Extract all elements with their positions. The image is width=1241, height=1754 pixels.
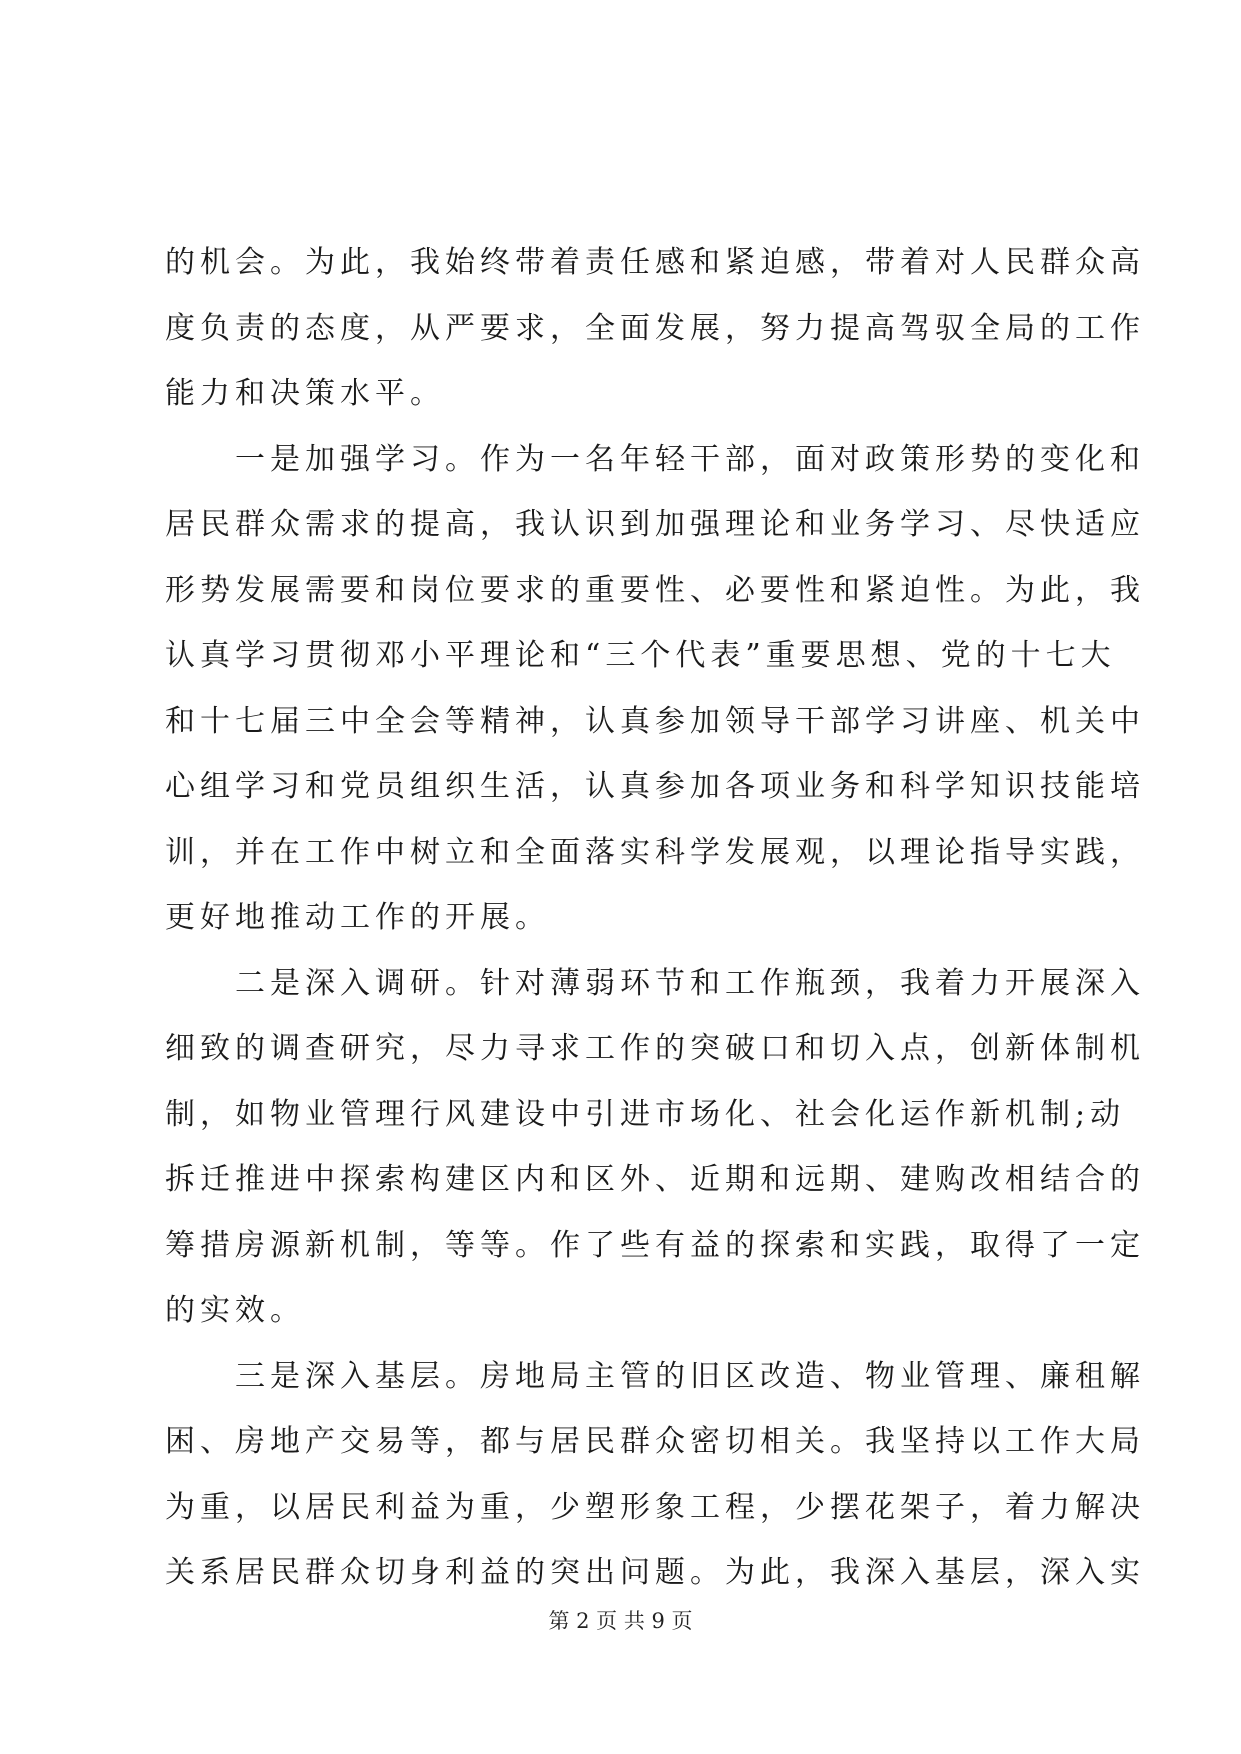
text-line: 更好地推动工作的开展。: [165, 900, 550, 935]
text-line: 的机会。为此，我始终带着责任感和紧迫感，带着对人民群众高: [165, 245, 1145, 280]
text-line: 形势发展需要和岗位要求的重要性、必要性和紧迫性。为此，我: [165, 572, 1145, 608]
text-line: 困、房地产交易等，都与居民群众密切相关。我坚持以工作大局: [165, 1424, 1145, 1459]
body-text: [165, 230, 1145, 1606]
text-line: 一是加强学习。作为一名年轻干部，面对政策形势的变化和: [235, 441, 1145, 477]
text-line: 和十七届三中全会等精神，认真参加领导干部学习讲座、机关中: [165, 703, 1145, 739]
text-line: 心组学习和党员组织生活，认真参加各项业务和科学知识技能培: [165, 769, 1145, 804]
text-line: 度负责的态度，从严要求，全面发展，努力提高驾驭全局的工作: [165, 310, 1145, 346]
text-line: 细致的调查研究，尽力寻求工作的突破口和切入点，创新体制机: [165, 1031, 1145, 1066]
text-line: 认真学习贯彻邓小平理论和“三个代表”重要思想、党的十七大: [165, 638, 1116, 673]
text-line: 的实效。: [165, 1293, 305, 1328]
text-line: 居民群众需求的提高，我认识到加强理论和业务学习、尽快适应: [165, 507, 1145, 542]
text-line: 为重，以居民利益为重，少塑形象工程，少摆花架子，着力解决: [165, 1489, 1145, 1525]
page-footer: 第 2 页 共 9 页: [548, 1609, 693, 1633]
text-line: 三是深入基层。房地局主管的旧区改造、物业管理、廉租解: [235, 1358, 1145, 1394]
text-line: 能力和决策水平。: [165, 376, 445, 411]
text-line: 拆迁推进中探索构建区内和区外、近期和远期、建购改相结合的: [165, 1162, 1145, 1197]
text-line: 制，如物业管理行风建设中引进市场化、社会化运作新机制;动: [165, 1096, 1126, 1132]
text-line: 训，并在工作中树立和全面落实科学发展观，以理论指导实践，: [165, 834, 1145, 870]
text-line: 二是深入调研。针对薄弱环节和工作瓶颈，我着力开展深入: [235, 965, 1145, 1001]
text-line: 筹措房源新机制，等等。作了些有益的探索和实践，取得了一定: [165, 1227, 1145, 1263]
text-line: 关系居民群众切身利益的突出问题。为此，我深入基层，深入实: [165, 1555, 1145, 1590]
